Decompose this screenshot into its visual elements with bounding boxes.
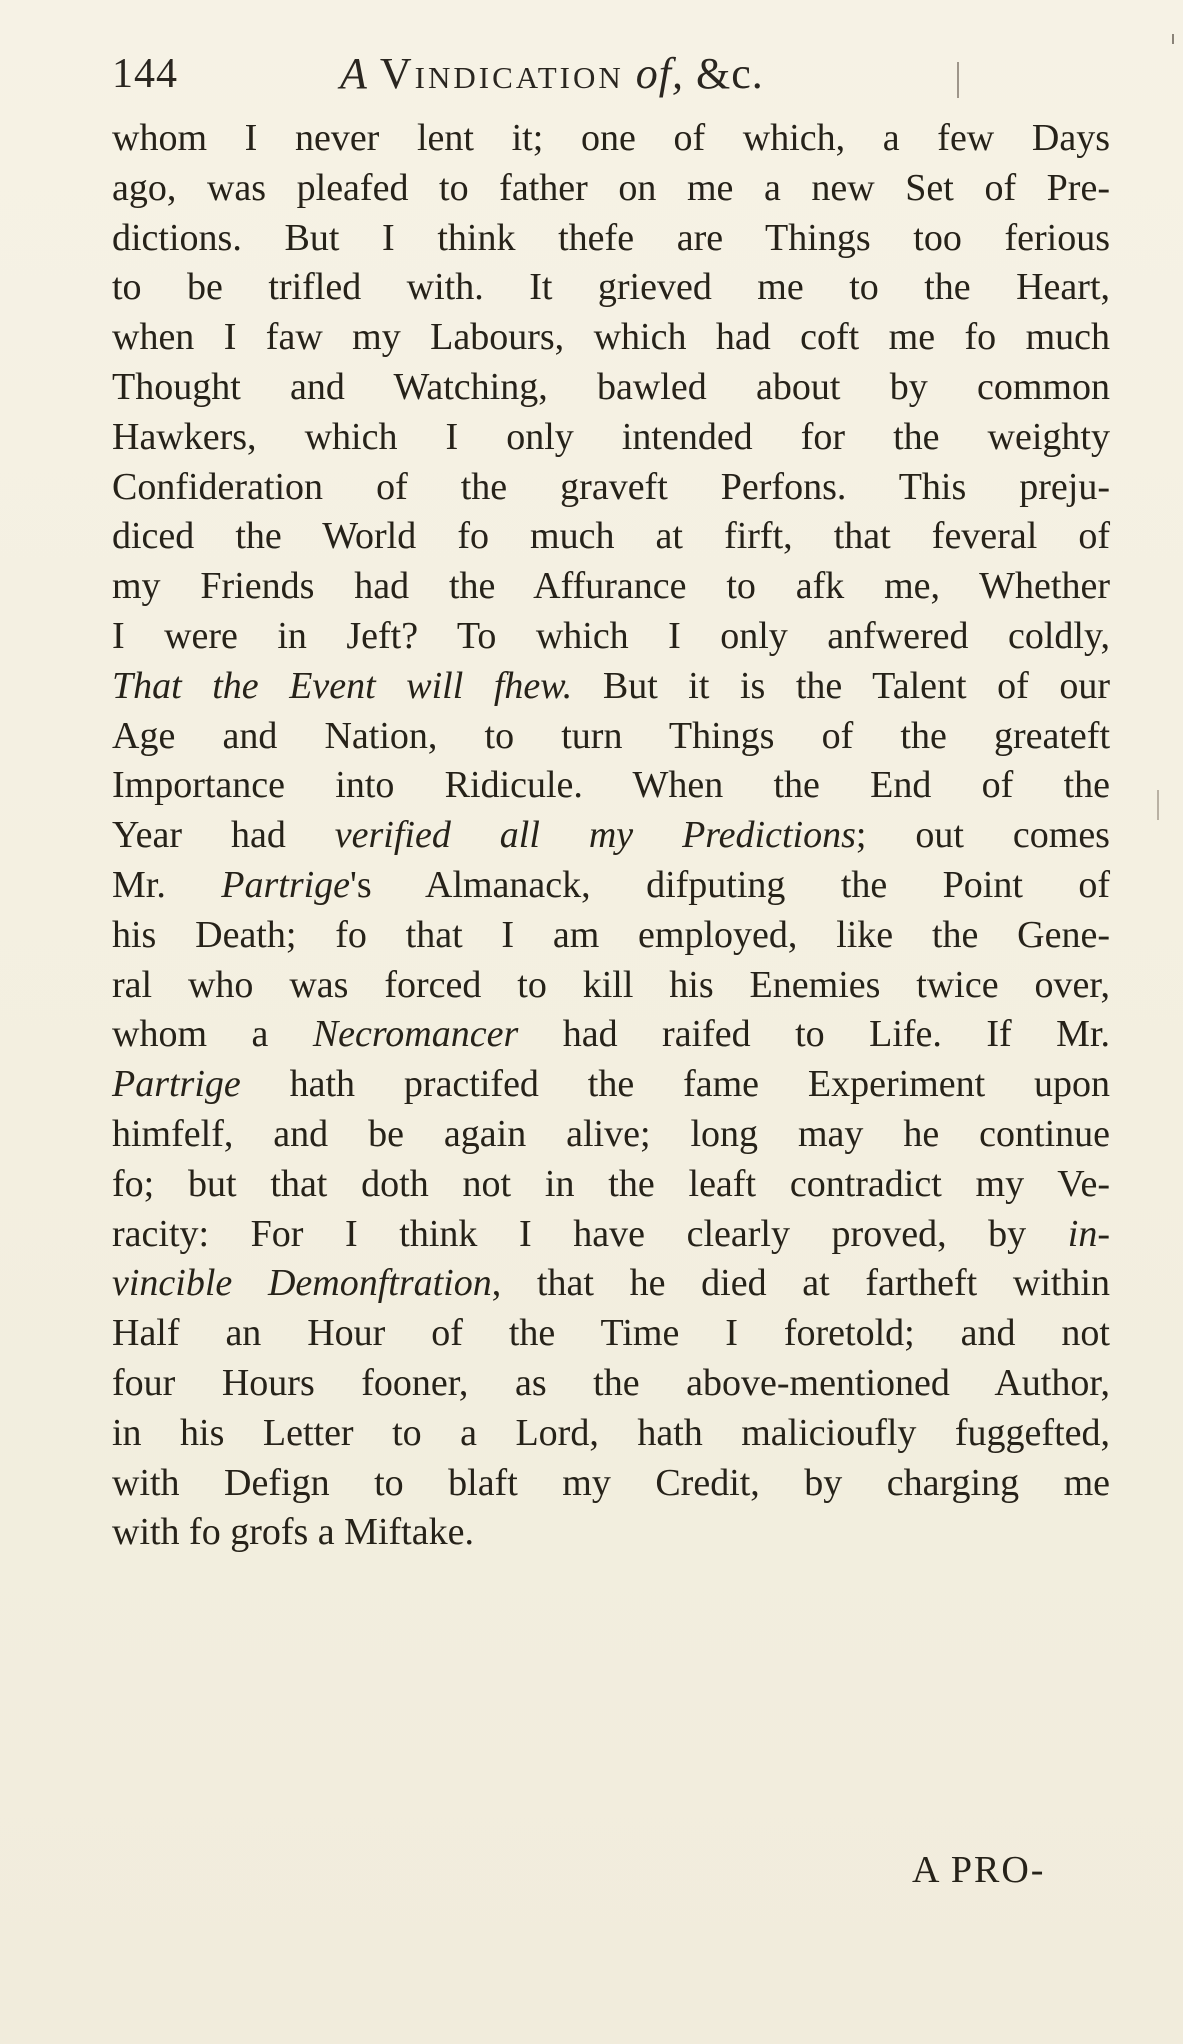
text-line bbox=[112, 512, 1110, 562]
text-line bbox=[112, 712, 1110, 762]
text-run: in his Letter to a Lord, hath malicioufly fuggefted, bbox=[112, 1411, 1110, 1454]
text-run: racity: For I think I have clearly proved, by bbox=[112, 1212, 1068, 1255]
text-run: when I faw my Labours, which had coft me fo much bbox=[112, 316, 1110, 359]
text-line bbox=[112, 961, 1110, 1011]
text-line bbox=[112, 811, 1110, 861]
italic-run: vincible Demonftration bbox=[112, 1262, 492, 1305]
text-run: Hawkers, which I only intended for the weighty bbox=[112, 415, 1110, 458]
text-line bbox=[112, 363, 1110, 413]
text-line bbox=[112, 1309, 1110, 1359]
text-run: , that he died at fartheft within bbox=[491, 1262, 1110, 1305]
page-number: 144 bbox=[112, 51, 178, 97]
text-run: But it is the Talent of our bbox=[572, 664, 1110, 707]
text-line bbox=[112, 214, 1110, 264]
text-line bbox=[112, 562, 1110, 612]
running-title-of: of, bbox=[635, 49, 684, 98]
running-title-etc: &c. bbox=[695, 49, 764, 98]
margin-mark bbox=[1157, 790, 1159, 820]
running-title bbox=[340, 48, 764, 99]
text-run: Thought and Watching, bawled about by common bbox=[112, 365, 1110, 408]
text-run: whom a bbox=[112, 1013, 313, 1056]
text-run: ; out comes bbox=[855, 814, 1110, 857]
text-run: Mr. bbox=[112, 863, 222, 906]
text-line bbox=[112, 263, 1110, 313]
header-mark bbox=[957, 62, 959, 98]
text-line bbox=[112, 1459, 1110, 1509]
text-run: himfelf, and be again alive; long may he continue bbox=[112, 1112, 1110, 1155]
italic-run: Necromancer bbox=[312, 1013, 519, 1056]
text-line bbox=[112, 463, 1110, 513]
italic-run: Partrige bbox=[112, 1063, 241, 1106]
text-run: 's Almanack, difputing the Point of bbox=[350, 863, 1110, 906]
text-line bbox=[112, 1359, 1110, 1409]
catchword: A PRO- bbox=[912, 1849, 1046, 1891]
text-line bbox=[112, 861, 1110, 911]
text-run: diced the World fo much at firft, that feveral of bbox=[112, 515, 1110, 558]
text-run: my Friends had the Affurance to afk me, Whether bbox=[112, 565, 1110, 608]
text-run: fo; but that doth not in the leaft contradict my Ve- bbox=[112, 1162, 1110, 1205]
text-line bbox=[112, 1160, 1110, 1210]
italic-run: verified all my Predictions bbox=[334, 814, 856, 857]
text-line bbox=[112, 313, 1110, 363]
text-line bbox=[112, 1210, 1110, 1260]
text-run: had raifed to Life. If Mr. bbox=[518, 1013, 1111, 1056]
text-line bbox=[112, 662, 1110, 712]
text-line bbox=[112, 114, 1110, 164]
text-line bbox=[112, 911, 1110, 961]
text-run: ago, was pleafed to father on me a new Set of Pre- bbox=[112, 166, 1110, 209]
text-run: dictions. But I think thefe are Things too ferious bbox=[112, 216, 1110, 259]
text-run: hath practifed the fame Experiment upon bbox=[240, 1063, 1110, 1106]
text-line bbox=[112, 1259, 1110, 1309]
text-run: to be trifled with. It grieved me to the Heart, bbox=[112, 266, 1110, 309]
body-text bbox=[112, 114, 1110, 1558]
running-header bbox=[112, 44, 1072, 114]
italic-run: That the Event will fhew. bbox=[112, 664, 573, 707]
text-run: four Hours fooner, as the above-mentioned Author, bbox=[112, 1361, 1110, 1404]
text-run: Year had bbox=[112, 814, 335, 857]
text-line bbox=[112, 413, 1110, 463]
text-run: with Defign to blaft my Credit, by charging me bbox=[112, 1461, 1110, 1504]
text-line bbox=[112, 1409, 1110, 1459]
text-run: ral who was forced to kill his Enemies twice over, bbox=[112, 963, 1110, 1006]
text-line bbox=[112, 612, 1110, 662]
text-line bbox=[112, 1010, 1110, 1060]
text-run: Half an Hour of the Time I foretold; and not bbox=[112, 1312, 1110, 1355]
text-line bbox=[112, 761, 1110, 811]
text-run: with fo grofs a Miftake. bbox=[112, 1511, 474, 1554]
italic-run: in- bbox=[1067, 1212, 1110, 1255]
text-line bbox=[112, 1110, 1110, 1160]
text-line bbox=[112, 164, 1110, 214]
text-run: Age and Nation, to turn Things of the greateft bbox=[112, 714, 1110, 757]
running-title-main: Vindication bbox=[379, 49, 624, 98]
italic-run: Partrige bbox=[221, 863, 351, 906]
text-run: whom I never lent it; one of which, a few Days bbox=[112, 117, 1110, 159]
text-run: his Death; fo that I am employed, like the Gene- bbox=[112, 913, 1110, 956]
text-line bbox=[112, 1060, 1110, 1110]
text-line bbox=[112, 1508, 1110, 1558]
running-title-prefix: A bbox=[340, 49, 368, 98]
text-run: Importance into Ridicule. When the End of the bbox=[112, 764, 1110, 807]
corner-mark bbox=[1172, 34, 1174, 44]
text-run: Confideration of the graveft Perfons. This preju- bbox=[112, 465, 1110, 508]
text-run: I were in Jeft? To which I only anfwered coldly, bbox=[112, 614, 1110, 657]
